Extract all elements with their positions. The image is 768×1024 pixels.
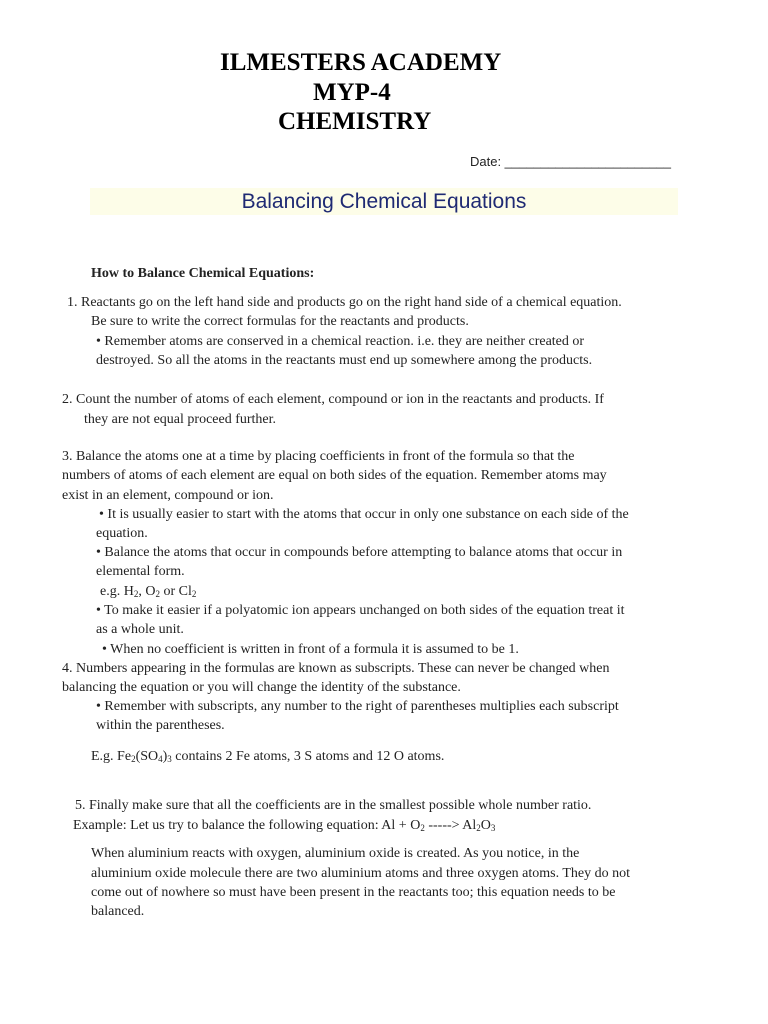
step-3-bullet: as a whole unit. (96, 622, 184, 637)
step-3-bullet: • It is usually easier to start with the atoms that occur in only one substance on each side of the (99, 507, 629, 522)
step-1-line: 1. Reactants go on the left hand side and products go on the right hand side of a chemical equation. (67, 295, 622, 310)
step-3-example: e.g. $H_2$, $O_2$ or $Cl_2$ (100, 584, 197, 599)
title-banner (90, 188, 678, 215)
step-3-bullet: • To make it easier if a polyatomic ion appears unchanged on both sides of the equation treat it (96, 603, 625, 618)
step-4-example: E.g. $Fe_2(SO_4)_3$ contains 2 Fe atoms, 3 S atoms and 12 O atoms. (91, 749, 445, 764)
step-3-line: exist in an element, compound or ion. (62, 488, 274, 503)
explanation-line: When aluminium reacts with oxygen, aluminium oxide is created. As you notice, in the (91, 846, 580, 861)
subject-title: CHEMISTRY (278, 108, 432, 135)
step-3-line: 3. Balance the atoms one at a time by placing coefficients in front of the formula so that the (62, 449, 575, 464)
step-5-example: Example: Let us try to balance the following equation: $Al + O_2$ -----> $Al_2O_3$ (73, 818, 496, 833)
step-2-line: they are not equal proceed further. (84, 412, 277, 427)
step-4-line: 4. Numbers appearing in the formulas are known as subscripts. These can never be changed when (62, 661, 610, 676)
step-4-bullet: • Remember with subscripts, any number to the right of parentheses multiplies each subscript (96, 699, 619, 714)
grade-level: MYP-4 (313, 79, 391, 106)
step-3-bullet: • When no coefficient is written in front of a formula it is assumed to be 1. (102, 642, 519, 657)
step-3-bullet: equation. (96, 526, 148, 541)
explanation-line: come out of nowhere so must have been present in the reactants too; this equation needs to be (91, 885, 616, 900)
step-1-bullet: • Remember atoms are conserved in a chemical reaction. i.e. they are neither created or (96, 334, 585, 349)
step-5-line: 5. Finally make sure that all the coefficients are in the smallest possible whole number ratio. (75, 798, 592, 813)
step-1-line: Be sure to write the correct formulas for the reactants and products. (91, 314, 469, 329)
school-name: ILMESTERS ACADEMY (220, 49, 502, 76)
step-1-bullet: destroyed. So all the atoms in the reactants must end up somewhere among the products. (96, 353, 593, 368)
section-heading: How to Balance Chemical Equations: (91, 266, 315, 281)
explanation-line: aluminium oxide molecule there are two aluminium atoms and three oxygen atoms. They do not (91, 866, 630, 881)
step-4-line: balancing the equation or you will change the identity of the substance. (62, 680, 461, 695)
step-3-line: numbers of atoms of each element are equal on both sides of the equation. Remember atoms may (62, 468, 607, 483)
step-3-bullet: • Balance the atoms that occur in compounds before attempting to balance atoms that occur in (96, 545, 623, 560)
date-field: Date: _______________________ (470, 154, 671, 169)
step-2-line: 2. Count the number of atoms of each element, compound or ion in the reactants and products. If (62, 392, 604, 407)
step-3-bullet: elemental form. (96, 564, 185, 579)
step-4-bullet: within the parentheses. (96, 718, 225, 733)
explanation-line: balanced. (91, 904, 145, 919)
page-title: Balancing Chemical Equations (241, 190, 527, 213)
